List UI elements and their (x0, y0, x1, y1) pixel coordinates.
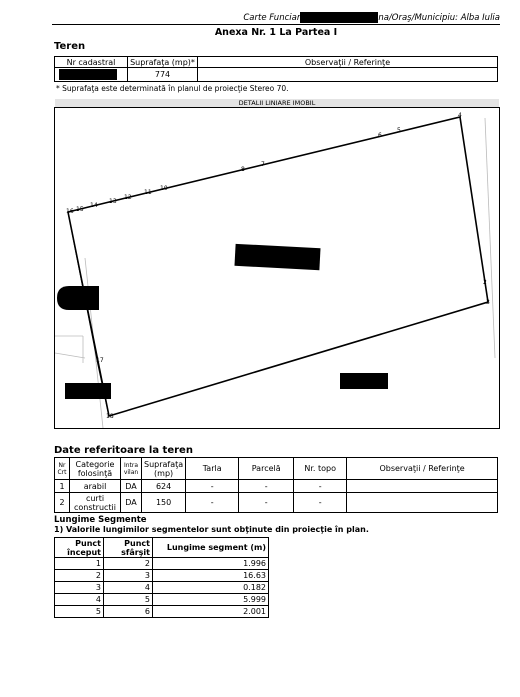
date-ref-title: Date referitoare la teren (54, 445, 193, 456)
cell-tarla: - (186, 493, 239, 513)
cell-punct-sfarsit: 6 (104, 606, 153, 618)
table-row (55, 582, 269, 594)
lungime-subtitle: 1) Valorile lungimilor segmentelor sunt obţinute din proiecţie în plan. (54, 525, 369, 534)
teren-col-nr-cadastral: Nr cadastral (55, 57, 128, 68)
parcel-map-svg (55, 108, 499, 428)
map-redactions (57, 244, 388, 399)
cell-punct-inceput: 2 (55, 570, 104, 582)
point-label: 12 (124, 194, 132, 201)
point-label: 11 (144, 189, 152, 196)
cell-suprafata: 624 (142, 480, 186, 493)
redaction-box (59, 69, 117, 80)
date-ref-col-parcela: Parcelă (239, 458, 294, 480)
point-label: 4 (458, 112, 462, 119)
cell-nr: 2 (55, 493, 70, 513)
date-ref-col-observatii: Observaţii / Referinţe (347, 458, 498, 480)
cell-lungime: 16.63 (153, 570, 269, 582)
redaction-box (57, 286, 99, 310)
point-label: 16 (66, 208, 74, 215)
teren-note: * Suprafaţa este determinată în planul de proiecţie Stereo 70. (56, 84, 289, 93)
cell-tarla: - (186, 480, 239, 493)
cell-nr-topo: - (294, 493, 347, 513)
date-ref-col-nr-topo: Nr. topo (294, 458, 347, 480)
table-row (55, 480, 498, 493)
table-row (55, 594, 269, 606)
point-label: 8 (241, 166, 245, 173)
cell-intravilan: DA (121, 480, 142, 493)
cell-nr-topo: - (294, 480, 347, 493)
redaction-box (300, 12, 378, 23)
teren-cell-nr-cadastral (55, 68, 128, 82)
date-ref-col-tarla: Tarla (186, 458, 239, 480)
cell-punct-inceput: 4 (55, 594, 104, 606)
cell-parcela: - (239, 493, 294, 513)
point-label: 15 (76, 206, 84, 213)
cell-observatii (347, 493, 498, 513)
cell-punct-sfarsit: 5 (104, 594, 153, 606)
parcel-map (54, 107, 500, 429)
teren-cell-observatii (198, 68, 498, 82)
point-label: 7 (261, 161, 265, 168)
lungime-table (54, 537, 269, 618)
table-row (55, 606, 269, 618)
redaction-box (234, 244, 320, 270)
point-label: 17 (96, 357, 104, 364)
cell-parcela: - (239, 480, 294, 493)
cell-punct-sfarsit: 2 (104, 558, 153, 570)
point-label: 6 (378, 132, 382, 139)
lungime-col-inceput: Punct început (55, 538, 104, 558)
cell-lungime: 1.996 (153, 558, 269, 570)
date-ref-col-intravilan: Intra vilan (121, 458, 142, 480)
point-label: 5 (397, 127, 401, 134)
lungime-col-lungime: Lungime segment (m) (153, 538, 269, 558)
annex-title: Anexa Nr. 1 La Partea I (214, 27, 338, 38)
point-label: 14 (90, 202, 98, 209)
teren-col-observatii: Observaţii / Referinţe (198, 57, 498, 68)
cell-nr: 1 (55, 480, 70, 493)
redaction-box (340, 373, 388, 389)
cell-punct-inceput: 5 (55, 606, 104, 618)
cell-suprafata: 150 (142, 493, 186, 513)
cell-lungime: 0.182 (153, 582, 269, 594)
map-title: DETALII LINIARE IMOBIL (55, 99, 499, 107)
document-header (52, 12, 500, 23)
cell-lungime: 5.999 (153, 594, 269, 606)
date-ref-col-suprafata: Suprafaţa (mp) (142, 458, 186, 480)
table-row (55, 558, 269, 570)
teren-col-suprafata: Suprafaţa (mp)* (128, 57, 198, 68)
teren-title: Teren (54, 41, 86, 52)
teren-table (54, 56, 498, 82)
cell-punct-inceput: 1 (55, 558, 104, 570)
header-text-left: Carte Funciar (243, 13, 301, 23)
redaction-box (65, 383, 111, 399)
point-label: 13 (109, 198, 117, 205)
header-rule (52, 24, 500, 25)
cell-punct-sfarsit: 4 (104, 582, 153, 594)
cell-intravilan: DA (121, 493, 142, 513)
point-label: 10 (160, 185, 168, 192)
cell-punct-inceput: 3 (55, 582, 104, 594)
point-label: 18 (106, 413, 114, 420)
header-text-right: na/Oraş/Municipiu: Alba Iulia (378, 13, 500, 23)
date-ref-col-nr: Nr Crt (55, 458, 70, 480)
point-label: 2 (483, 279, 487, 286)
point-label: 3 (486, 299, 490, 306)
table-row (55, 570, 269, 582)
neighbour-lines (55, 118, 495, 428)
cell-categorie: arabil (70, 480, 121, 493)
cell-observatii (347, 480, 498, 493)
cell-categorie: curti constructii (70, 493, 121, 513)
date-ref-col-categorie: Categorie folosinţă (70, 458, 121, 480)
table-row (55, 493, 498, 513)
cell-lungime: 2.001 (153, 606, 269, 618)
lungime-col-sfarsit: Punct sfârşit (104, 538, 153, 558)
teren-cell-suprafata: 774 (128, 68, 198, 82)
cell-punct-sfarsit: 3 (104, 570, 153, 582)
date-ref-table (54, 457, 498, 513)
lungime-title: Lungime Segmente (54, 515, 147, 525)
